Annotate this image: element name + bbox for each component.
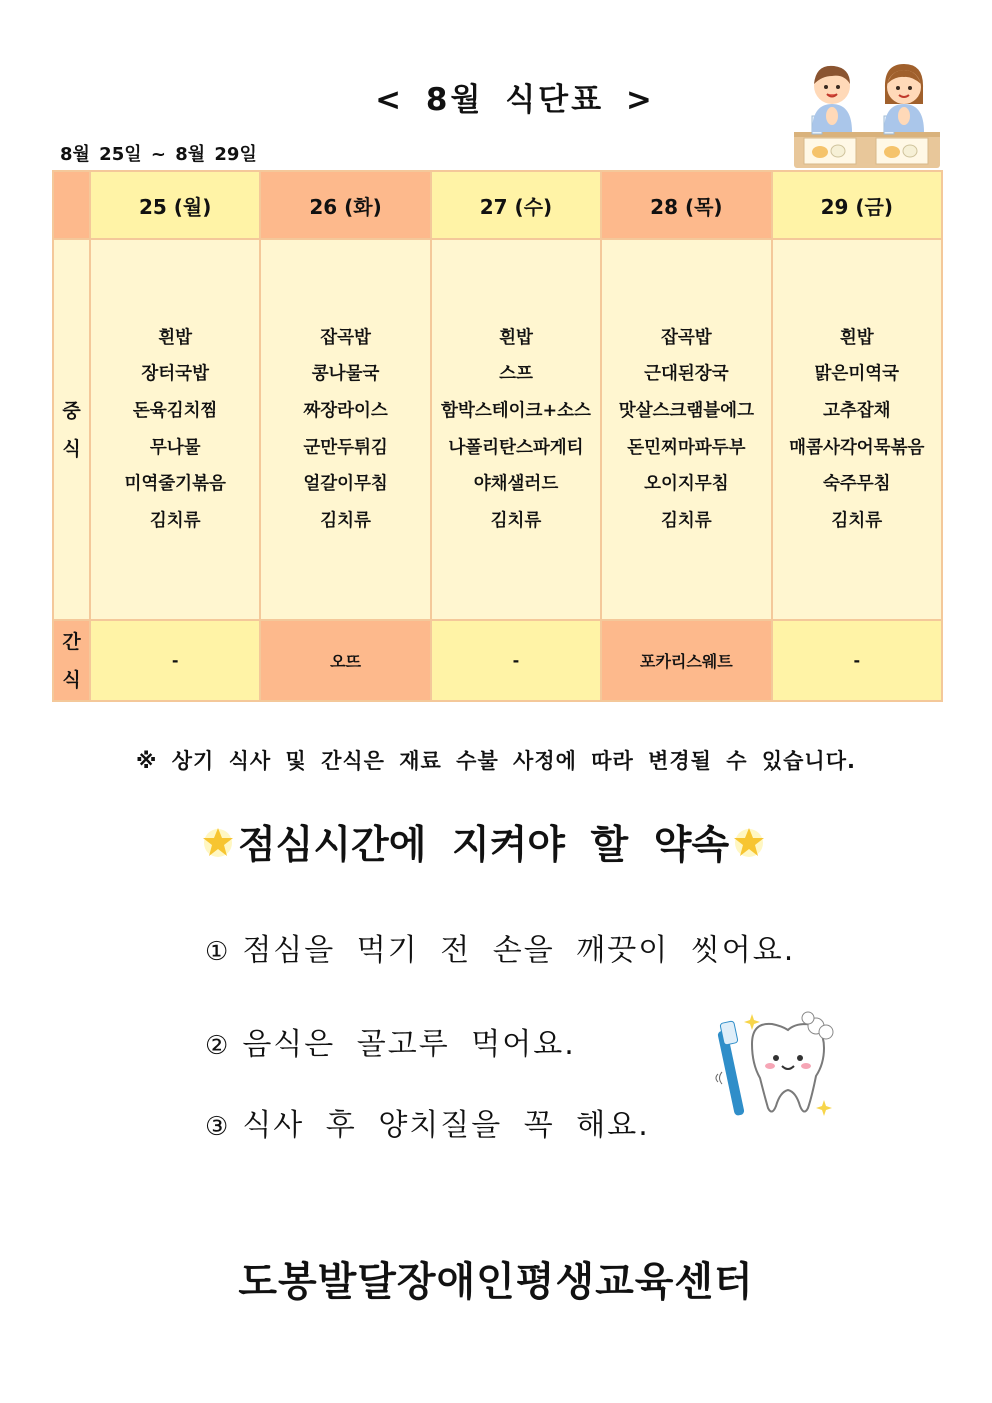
menu-item: 함박스테이크+소스: [441, 400, 591, 421]
menu-item: 오이지무침: [644, 474, 729, 495]
lunch-menu-list: [773, 320, 941, 540]
menu-item: 나폴리탄스파게티: [448, 437, 584, 458]
snack-label-char: 간: [62, 630, 81, 653]
snack-cell: -: [90, 620, 260, 701]
menu-item: 무나물: [149, 437, 201, 458]
snack-cell: -: [431, 620, 601, 701]
menu-item: 스프: [499, 364, 533, 385]
day-header: 28 (목): [601, 171, 771, 239]
lunch-label: [53, 239, 90, 620]
promise-heading: [198, 812, 769, 872]
rule-text: 점심을 먹기 전 손을 깨끗이 씻어요.: [242, 933, 796, 968]
day-header: 25 (월): [90, 171, 260, 239]
menu-item: 잡곡밥: [320, 327, 371, 348]
menu-item: 짜장라이스: [303, 400, 388, 421]
lunch-menu-list: [91, 320, 259, 540]
star-icon: [198, 822, 238, 862]
snack-cell: 포카리스웨트: [601, 620, 771, 701]
lunch-label-char: 식: [62, 437, 81, 460]
lunch-menu-list: [432, 320, 600, 540]
menu-item: 김치류: [149, 510, 201, 531]
menu-item: 맛살스크램블에그: [618, 400, 754, 421]
menu-item: 숙주무침: [822, 474, 891, 495]
lunch-cell: [601, 239, 771, 620]
lunch-menu-list: [261, 320, 429, 540]
menu-item: 미역줄기볶음: [124, 474, 226, 495]
menu-item: 매콤사각어묵볶음: [789, 437, 925, 458]
lunch-cell: [90, 239, 260, 620]
rule-item: [205, 1019, 576, 1063]
rule-item: [205, 925, 795, 969]
lunch-cell: [772, 239, 942, 620]
day-header: 29 (금): [772, 171, 942, 239]
page-title: < 8월 식단표 >: [375, 82, 655, 118]
rule-number: ②: [205, 1031, 231, 1061]
menu-item: 김치류: [320, 510, 371, 531]
lunch-menu-list: [602, 320, 770, 540]
snack-label: [53, 620, 90, 701]
day-header: 26 (화): [260, 171, 430, 239]
notice-text: ※ 상기 식사 및 간식은 재료 수불 사정에 따라 변경될 수 있습니다.: [136, 749, 856, 773]
rule-text: 음식은 골고루 먹어요.: [242, 1027, 576, 1062]
menu-item: 돈민찌마파두부: [627, 437, 746, 458]
rule-text: 식사 후 양치질을 꼭 해요.: [242, 1108, 650, 1143]
menu-item: 잡곡밥: [661, 327, 712, 348]
menu-item: 김치류: [831, 510, 883, 531]
menu-table: [52, 170, 943, 702]
menu-item: 돈육김치찜: [132, 400, 218, 421]
lunch-cell: [431, 239, 601, 620]
menu-item: 야채샐러드: [473, 474, 559, 495]
organization-name: 도봉발달장애인평생교육센터: [238, 1259, 754, 1305]
snack-row: [53, 620, 942, 701]
menu-item: 김치류: [661, 510, 712, 531]
date-range: 8월 25일 ~ 8월 29일: [60, 144, 257, 165]
menu-item: 김치류: [490, 510, 542, 531]
rule-item: [205, 1100, 650, 1144]
lunch-row: [53, 239, 942, 620]
lunch-label-char: 중: [62, 399, 81, 422]
snack-label-char: 식: [62, 668, 81, 691]
menu-item: 흰밥: [499, 327, 533, 348]
menu-item: 군만두튀김: [303, 437, 388, 458]
tooth-mascot-icon: [712, 1000, 842, 1130]
menu-item: 근대된장국: [644, 364, 729, 385]
star-icon: [729, 822, 769, 862]
rule-number: ①: [205, 937, 231, 967]
menu-item: 콩나물국: [311, 364, 380, 385]
menu-item: 고추잡채: [822, 400, 891, 421]
lunch-cell: [260, 239, 430, 620]
snack-cell: -: [772, 620, 942, 701]
menu-item: 흰밥: [839, 327, 874, 348]
menu-item: 흰밥: [158, 327, 193, 348]
snack-cell: 오뜨: [260, 620, 430, 701]
day-header: 27 (수): [431, 171, 601, 239]
header-row: [53, 171, 942, 239]
menu-item: 장터국밥: [141, 364, 209, 385]
promise-title-text: 점심시간에 지켜야 할 약속: [238, 823, 730, 868]
menu-item: 얼갈이무침: [303, 474, 388, 495]
menu-item: 맑은미역국: [814, 364, 900, 385]
kids-eating-illustration: [792, 58, 942, 170]
rule-number: ③: [205, 1112, 231, 1142]
corner-cell: [53, 171, 90, 239]
